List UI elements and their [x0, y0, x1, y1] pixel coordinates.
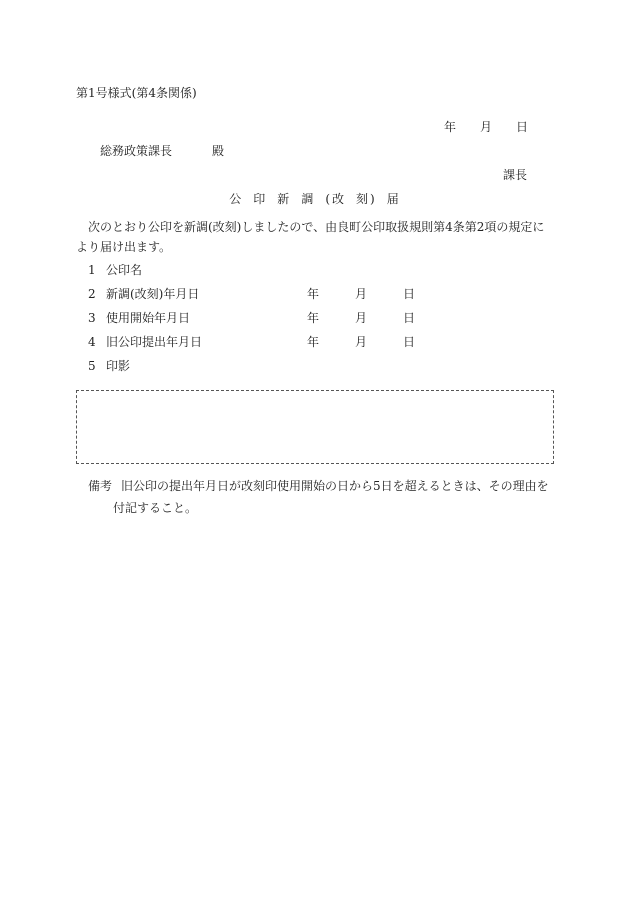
honorific: 殿 — [212, 144, 225, 158]
list-item — [88, 288, 415, 300]
year-unit: 年 — [307, 311, 320, 325]
title-char: 刻) — [356, 192, 377, 206]
item-label: 公印名 — [106, 263, 143, 277]
seal-impression-box — [76, 390, 554, 464]
list-item — [88, 336, 415, 348]
sender: 課長 — [503, 168, 528, 182]
title-char: 調 — [301, 192, 316, 206]
addressee-name: 総務政策課長 — [100, 144, 173, 158]
item-label: 印影 — [106, 359, 131, 373]
day-unit: 日 — [403, 335, 416, 349]
list-item — [88, 360, 307, 372]
item-number: 3 — [88, 311, 96, 325]
title-char: 公 — [229, 192, 244, 206]
day-unit: 日 — [403, 311, 416, 325]
document-title — [0, 193, 630, 205]
date-month: 月 — [480, 120, 493, 134]
remarks — [88, 475, 549, 519]
item-date — [307, 288, 415, 300]
list-item — [88, 312, 415, 324]
item-number: 5 — [88, 359, 96, 373]
item-number: 4 — [88, 335, 96, 349]
item-number: 1 — [88, 263, 96, 277]
item-date — [307, 312, 415, 324]
date-day: 日 — [516, 120, 529, 134]
item-label: 旧公印提出年月日 — [106, 335, 203, 349]
remarks-line-2: 付記すること。 — [113, 501, 198, 515]
year-unit: 年 — [307, 287, 320, 301]
item-date — [307, 336, 415, 348]
addressee — [100, 145, 224, 157]
form-number: 第1号様式(第4条関係) — [76, 86, 197, 100]
month-unit: 月 — [355, 335, 368, 349]
body-text: 次のとおり公印を新調(改刻)しましたので、由良町公印取扱規則第4条第2項の規定により届け出ます。 — [76, 220, 545, 254]
year-unit: 年 — [307, 335, 320, 349]
item-number: 2 — [88, 287, 96, 301]
month-unit: 月 — [355, 311, 368, 325]
title-char: 新 — [277, 192, 292, 206]
title-char: (改 — [325, 192, 347, 206]
title-char: 届 — [386, 192, 401, 206]
remarks-line-1: 旧公印の提出年月日が改刻印使用開始の日から5日を超えるときは、その理由を — [121, 479, 549, 493]
date-year: 年 — [444, 120, 457, 134]
item-label: 使用開始年月日 — [106, 311, 191, 325]
day-unit: 日 — [403, 287, 416, 301]
item-label: 新調(改刻)年月日 — [106, 287, 200, 301]
remarks-label: 備考 — [88, 479, 113, 493]
title-char: 印 — [253, 192, 268, 206]
month-unit: 月 — [355, 287, 368, 301]
list-item — [88, 264, 307, 276]
date-line — [444, 121, 528, 133]
